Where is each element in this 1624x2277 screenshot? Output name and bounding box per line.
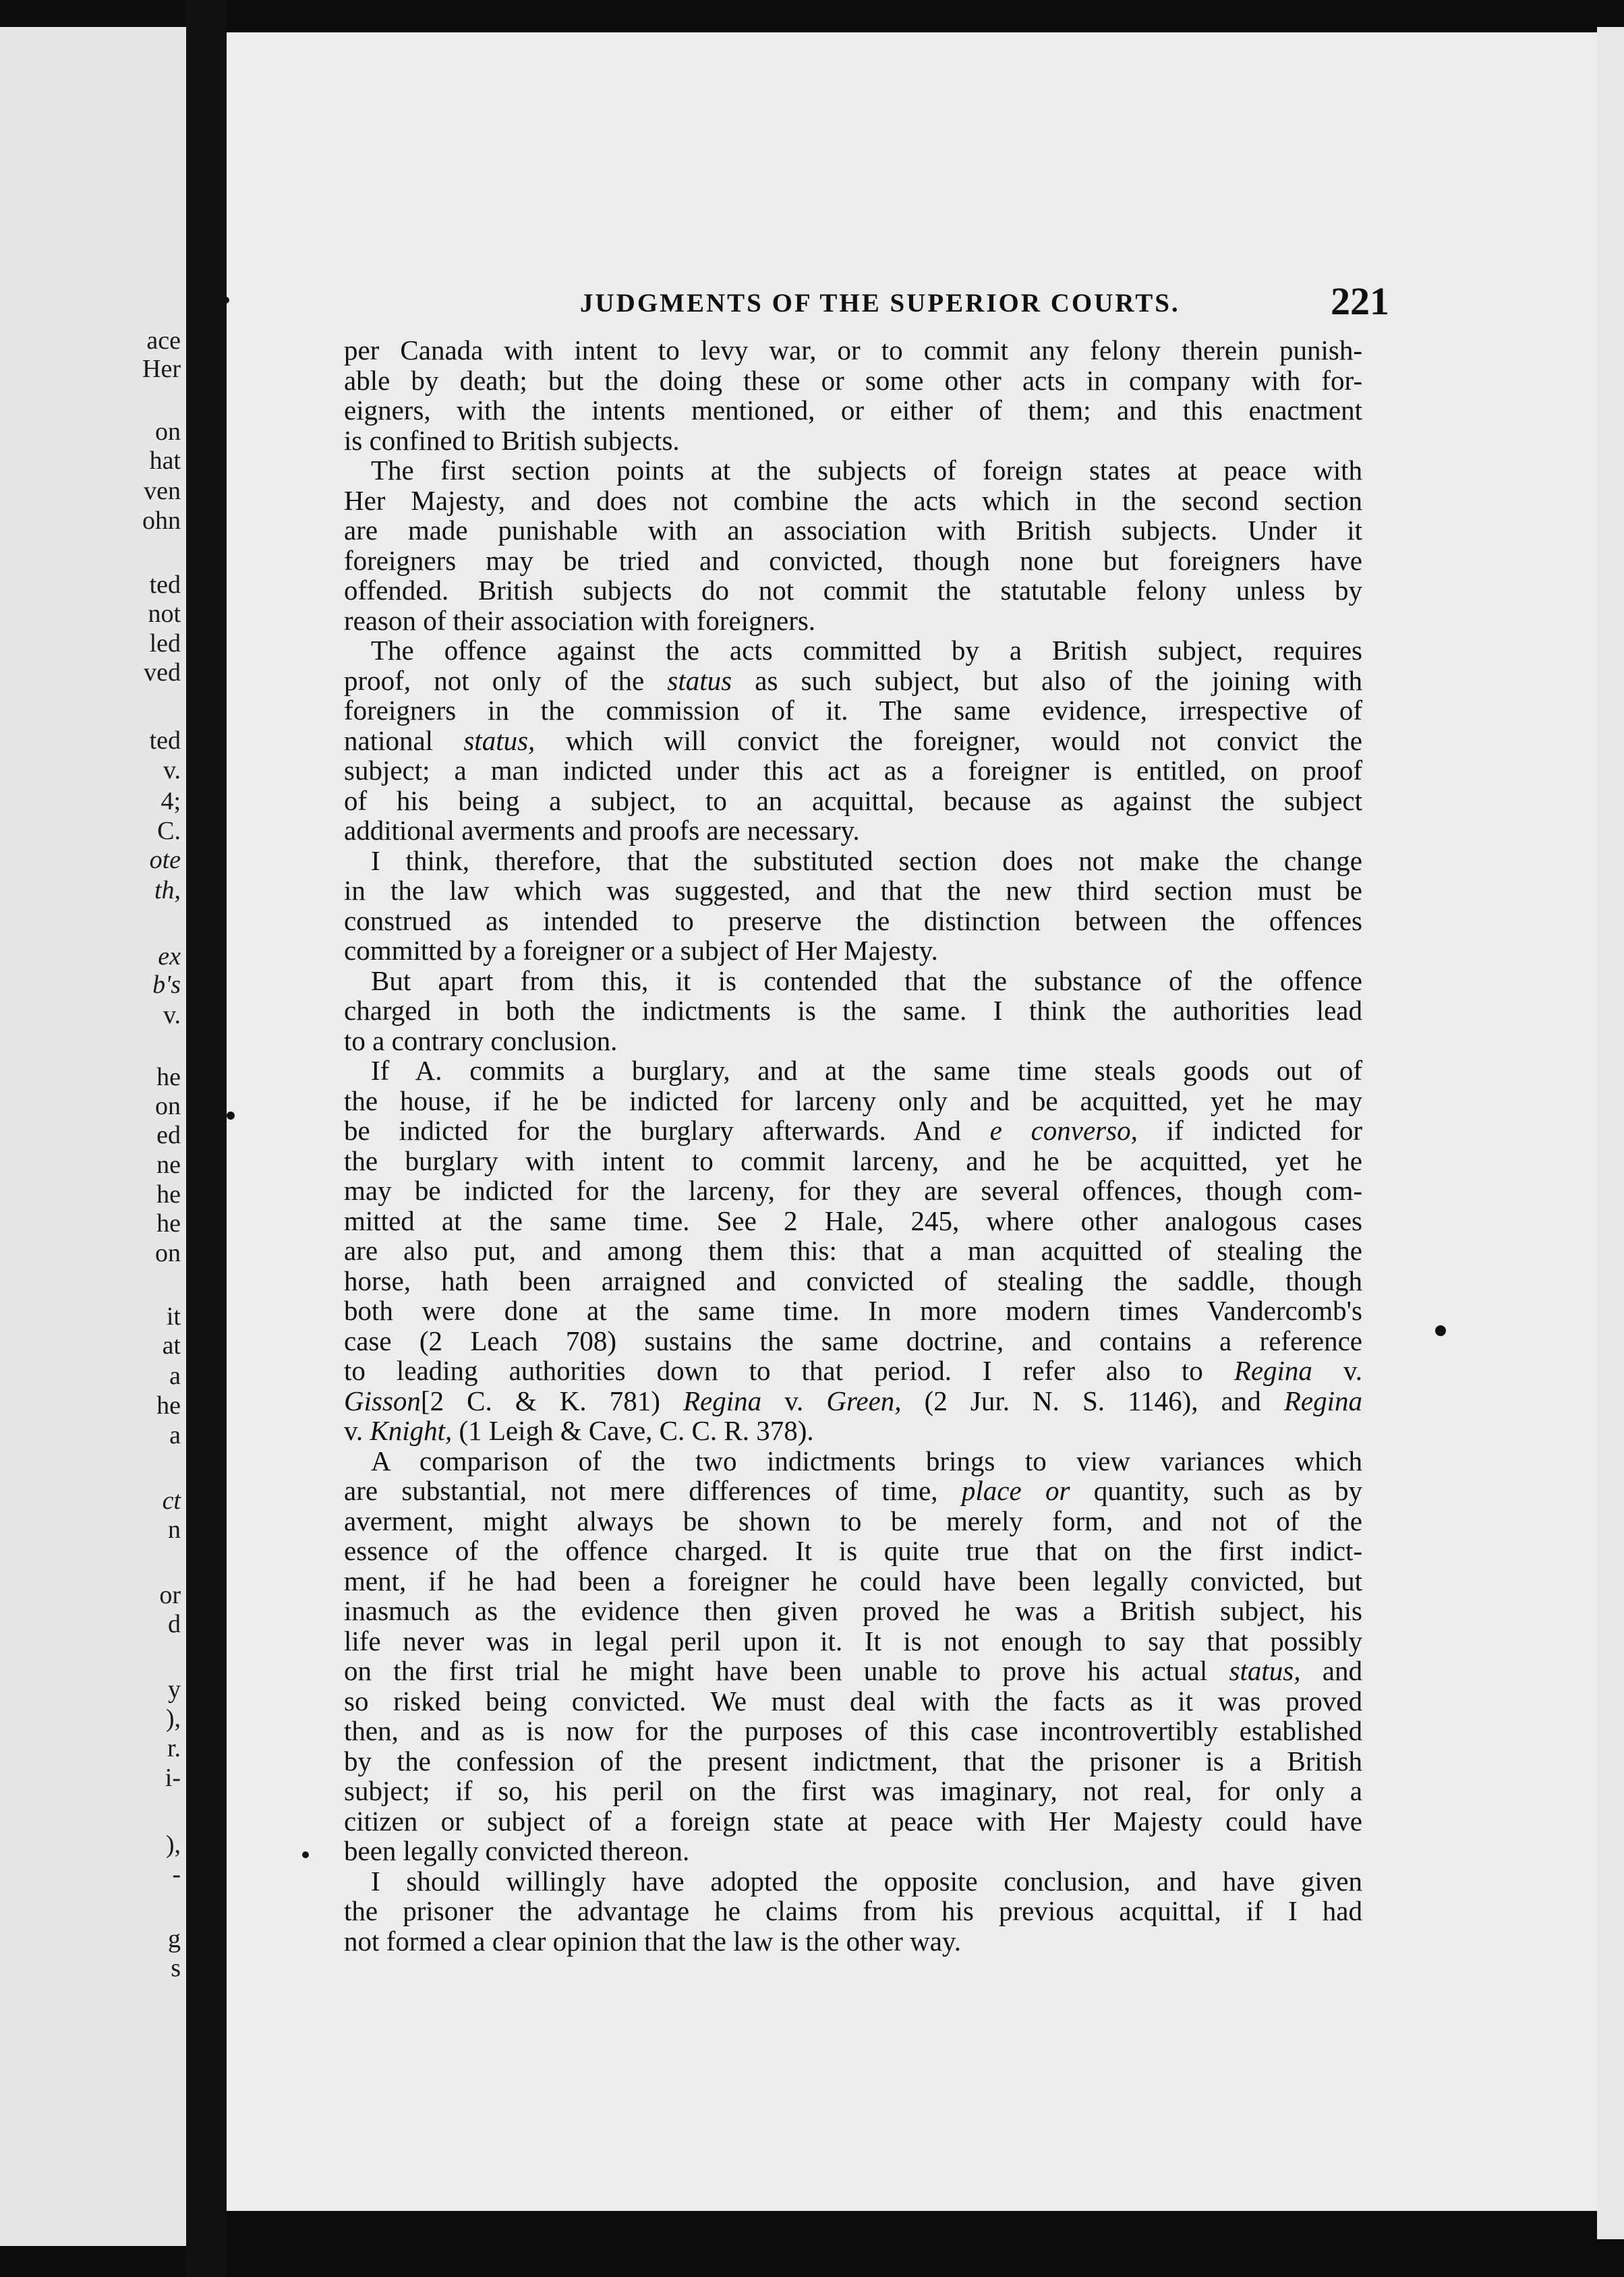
running-head: JUDGMENTS OF THE SUPERIOR COURTS. bbox=[580, 289, 1180, 318]
ink-speck bbox=[1435, 1325, 1446, 1336]
facing-page-fragment: r. bbox=[167, 1734, 181, 1762]
text-line bbox=[344, 1416, 1362, 1446]
text-run: are substantial, not mere differences of time, bbox=[344, 1475, 962, 1506]
text-line: horse, hath been arraigned and convicted of stealing the saddle, though bbox=[344, 1265, 1362, 1296]
facing-page-fragment: b's bbox=[152, 971, 181, 999]
text-line bbox=[344, 1656, 1362, 1686]
facing-page-fragment: hat bbox=[149, 446, 181, 475]
ink-speck bbox=[302, 1851, 309, 1858]
italic-run: Regina bbox=[1234, 1355, 1312, 1386]
facing-page-fragment: th, bbox=[154, 876, 181, 904]
italic-run: place or bbox=[961, 1475, 1070, 1506]
text-line: by the confession of the present indictment, that the prisoner is a British bbox=[344, 1745, 1362, 1777]
facing-page-fragment: on bbox=[155, 1239, 181, 1267]
facing-page-fragment: on bbox=[155, 417, 181, 446]
ink-speck bbox=[227, 1112, 235, 1120]
text-run: to leading authorities down to that period. I refer also to bbox=[344, 1355, 1234, 1386]
text-line: not formed a clear opinion that the law is the other way. bbox=[344, 1925, 961, 1957]
facing-page-fragment: ted bbox=[149, 571, 181, 599]
facing-page-fragment: it bbox=[166, 1302, 181, 1331]
facing-page-fragment: he bbox=[156, 1180, 181, 1209]
text-line: committed by a foreigner or a subject of Her Majesty. bbox=[344, 935, 938, 966]
text-line: of his being a subject, to an acquittal, because as against the subject bbox=[344, 784, 1362, 816]
text-line: subject; a man indicted under this act as a foreigner is entitled, on proof bbox=[344, 755, 1362, 786]
page-number: 221 bbox=[1331, 279, 1389, 323]
facing-page-fragment: d bbox=[168, 1610, 181, 1638]
ink-speck bbox=[223, 297, 229, 304]
text-line: mitted at the same time. See 2 Hale, 245, where other analogous cases bbox=[344, 1205, 1362, 1236]
facing-page-fragment: i- bbox=[165, 1764, 181, 1792]
italic-run: status bbox=[667, 664, 732, 696]
text-line: If A. commits a burglary, and at the same time steals goods out of bbox=[371, 1055, 1362, 1086]
facing-page-fragment: ted bbox=[149, 726, 181, 755]
facing-page-fragment: he bbox=[156, 1391, 181, 1420]
facing-page-fragment: ohn bbox=[142, 507, 181, 535]
facing-page-fragment: Her bbox=[142, 355, 181, 383]
text-run: (1 Leigh & Cave, C. C. R. 378). bbox=[452, 1415, 814, 1446]
text-line: I should willingly have adopted the opposite conclusion, and have given bbox=[371, 1865, 1362, 1897]
text-line: eigners, with the intents mentioned, or either of them; and this enactment bbox=[344, 395, 1362, 426]
text-line: the burglary with intent to commit larceny, and he be acquitted, yet he bbox=[344, 1145, 1362, 1176]
text-line: The offence against the acts committed by a British subject, requires bbox=[371, 635, 1362, 666]
text-run: on the first trial he might have been unable to prove his actual bbox=[344, 1655, 1229, 1686]
text-run: v. bbox=[344, 1415, 370, 1446]
page-body-text bbox=[344, 335, 1362, 1956]
facing-page-fragment: ven bbox=[144, 477, 181, 505]
facing-page-fragment: at bbox=[162, 1331, 181, 1360]
text-line: life never was in legal peril upon it. It is not enough to say that possibly bbox=[344, 1625, 1362, 1656]
italic-run: Regina bbox=[1283, 1385, 1362, 1416]
facing-page-fragment: ved bbox=[144, 658, 181, 687]
text-line: A comparison of the two indictments brings to view variances which bbox=[371, 1445, 1362, 1476]
text-run: national bbox=[344, 724, 464, 756]
text-line: essence of the offence charged. It is quite true that on the first indict- bbox=[344, 1535, 1362, 1566]
text-run: which will convict the foreigner, would not convict the bbox=[535, 724, 1362, 756]
text-line bbox=[344, 1116, 1362, 1146]
facing-page-fragment: ed bbox=[156, 1121, 181, 1149]
text-line: so risked being convicted. We must deal with the facts as it was proved bbox=[344, 1685, 1362, 1717]
text-line: ment, if he had been a foreigner he could have been legally convicted, but bbox=[344, 1565, 1362, 1596]
facing-page-fragment: ace bbox=[146, 326, 181, 355]
text-line: foreigners in the commission of it. The same evidence, irrespective of bbox=[344, 695, 1362, 726]
text-line: inasmuch as the evidence then given proved he was a British subject, his bbox=[344, 1595, 1362, 1626]
facing-page-fragment: a bbox=[169, 1421, 181, 1449]
text-run: proof, not only of the bbox=[344, 664, 668, 696]
italic-run: Regina bbox=[683, 1385, 762, 1416]
italic-run: status, bbox=[1229, 1655, 1301, 1686]
facing-page-fragment: C. bbox=[157, 817, 181, 845]
text-line: to a contrary conclusion. bbox=[344, 1025, 618, 1056]
text-line bbox=[344, 666, 1362, 696]
facing-page-fragment: he bbox=[156, 1209, 181, 1238]
facing-page-fragment: or bbox=[159, 1581, 181, 1609]
facing-page-fragment: n bbox=[168, 1516, 181, 1544]
facing-page-fragment: on bbox=[155, 1092, 181, 1120]
facing-page-fragment: ote bbox=[149, 846, 181, 874]
text-line: the prisoner the advantage he claims from his previous acquittal, if I had bbox=[344, 1895, 1362, 1926]
text-run: [2 C. & K. 781) bbox=[420, 1385, 683, 1416]
facing-page-fragment: a bbox=[169, 1362, 181, 1390]
facing-page-fragment: led bbox=[149, 629, 181, 658]
facing-page-fragment: ), bbox=[165, 1831, 181, 1859]
text-line: in the law which was suggested, and that the new third section must be bbox=[344, 875, 1362, 906]
text-run: quantity, such as by bbox=[1070, 1475, 1362, 1506]
text-line: are made punishable with an association with British subjects. Under it bbox=[344, 515, 1362, 546]
facing-page-fragment: s bbox=[171, 1954, 181, 1982]
text-run: and bbox=[1300, 1655, 1363, 1686]
text-line: But apart from this, it is contended that the substance of the offence bbox=[371, 964, 1362, 996]
facing-page-fragment: 4; bbox=[161, 787, 181, 815]
text-line: reason of their association with foreigners. bbox=[344, 604, 816, 636]
text-line: case (2 Leach 708) sustains the same doctrine, and contains a reference bbox=[344, 1325, 1362, 1356]
text-line: both were done at the same time. In more modern times Vandercomb's bbox=[344, 1295, 1362, 1326]
text-run: v. bbox=[761, 1385, 827, 1416]
facing-page-fragment: g bbox=[168, 1925, 181, 1953]
facing-page-fragment: v. bbox=[163, 756, 181, 784]
facing-page-fragment: - bbox=[172, 1860, 181, 1889]
facing-page-fragment: ne bbox=[156, 1151, 181, 1179]
text-line bbox=[344, 1356, 1362, 1386]
text-run: be indicted for the burglary afterwards. And bbox=[344, 1115, 990, 1146]
text-line: I think, therefore, that the substituted section does not make the change bbox=[371, 844, 1362, 876]
text-line: is confined to British subjects. bbox=[344, 424, 680, 456]
italic-run: Knight, bbox=[370, 1415, 453, 1446]
italic-run: Gisson bbox=[344, 1385, 421, 1416]
facing-page-fragment: not bbox=[148, 600, 181, 628]
facing-page-fragment: ), bbox=[165, 1704, 181, 1733]
text-run: as such subject, but also of the joining with bbox=[732, 664, 1362, 696]
text-run: v. bbox=[1312, 1355, 1363, 1386]
text-run: (2 Jur. N. S. 1146), and bbox=[901, 1385, 1284, 1416]
page-header bbox=[337, 260, 1389, 323]
text-line bbox=[344, 1386, 1362, 1416]
italic-run: e converso, bbox=[989, 1115, 1138, 1146]
text-line: then, and as is now for the purposes of this case incontrovertibly established bbox=[344, 1715, 1362, 1746]
facing-page-fragment: v. bbox=[163, 1001, 181, 1029]
text-line: are also put, and among them this: that a man acquitted of stealing the bbox=[344, 1235, 1362, 1266]
text-line: may be indicted for the larceny, for they are several offences, though com- bbox=[344, 1175, 1362, 1206]
text-line: able by death; but the doing these or some other acts in company with for- bbox=[344, 364, 1362, 396]
text-line: citizen or subject of a foreign state at peace with Her Majesty could have bbox=[344, 1805, 1362, 1837]
text-line: Her Majesty, and does not combine the acts which in the second section bbox=[344, 484, 1362, 516]
italic-run: Green, bbox=[826, 1385, 902, 1416]
page-gutter bbox=[186, 0, 227, 2277]
text-line bbox=[344, 1476, 1362, 1506]
text-line: offended. British subjects do not commit the statutable felony unless by bbox=[344, 575, 1362, 606]
text-line: The first section points at the subjects of foreign states at peace with bbox=[371, 455, 1362, 486]
text-line: averment, might always be shown to be merely form, and not of the bbox=[344, 1505, 1362, 1536]
text-line bbox=[344, 726, 1362, 756]
facing-page-fragment: ct bbox=[162, 1487, 181, 1515]
text-line: charged in both the indictments is the same. I think the authorities lead bbox=[344, 995, 1362, 1026]
facing-page-fragment: y bbox=[168, 1675, 181, 1704]
italic-run: status, bbox=[463, 724, 535, 756]
text-line: construed as intended to preserve the distinction between the offences bbox=[344, 904, 1362, 936]
facing-page-fragment: he bbox=[156, 1063, 181, 1091]
text-line: foreigners may be tried and convicted, though none but foreigners have bbox=[344, 544, 1362, 576]
text-run: if indicted for bbox=[1137, 1115, 1362, 1146]
facing-page-fragment: ex bbox=[158, 942, 181, 971]
text-line: per Canada with intent to levy war, or to commit any felony therein punish- bbox=[344, 335, 1362, 366]
facing-page bbox=[0, 27, 186, 2246]
text-line: subject; if so, his peril on the first was imaginary, not real, for only a bbox=[344, 1775, 1362, 1806]
page-edge bbox=[1597, 27, 1624, 2239]
text-line: additional averments and proofs are necessary. bbox=[344, 815, 860, 846]
text-line: been legally convicted thereon. bbox=[344, 1835, 690, 1866]
text-line: the house, if he be indicted for larceny only and be acquitted, yet he may bbox=[344, 1085, 1362, 1116]
